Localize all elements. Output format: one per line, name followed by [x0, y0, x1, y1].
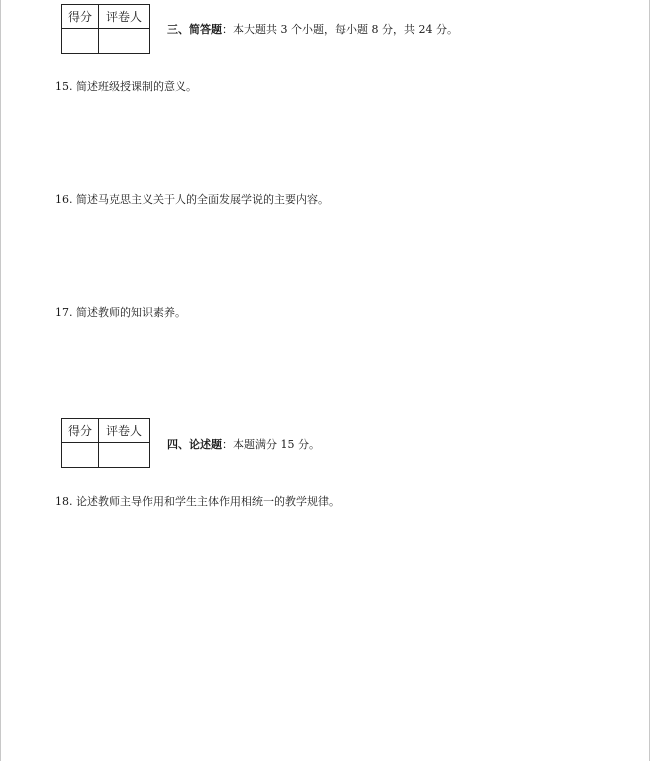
section3-title: 三、简答题 — [167, 23, 222, 36]
score-header: 得分 — [62, 419, 99, 443]
grader-header: 评卷人 — [99, 419, 150, 443]
question-15: 15. 简述班级授课制的意义。 — [55, 80, 197, 93]
grader-header: 评卷人 — [99, 5, 150, 29]
score-box-section3 — [61, 4, 150, 54]
score-header: 得分 — [62, 5, 99, 29]
score-box-section4 — [61, 418, 150, 468]
grader-cell — [99, 29, 150, 54]
section4-heading — [167, 436, 320, 452]
section4-title: 四、论述题 — [167, 438, 222, 451]
grader-cell — [99, 443, 150, 468]
section4-desc: ：本题满分 15 分。 — [222, 438, 320, 451]
question-16: 16. 简述马克思主义关于人的全面发展学说的主要内容。 — [55, 193, 329, 206]
section3-heading — [167, 21, 458, 37]
score-cell — [62, 29, 99, 54]
score-cell — [62, 443, 99, 468]
question-18: 18. 论述教师主导作用和学生主体作用相统一的教学规律。 — [55, 495, 340, 508]
section3-desc: ：本大题共 3 个小题，每小题 8 分，共 24 分。 — [222, 23, 458, 36]
question-17: 17. 简述教师的知识素养。 — [55, 306, 186, 319]
